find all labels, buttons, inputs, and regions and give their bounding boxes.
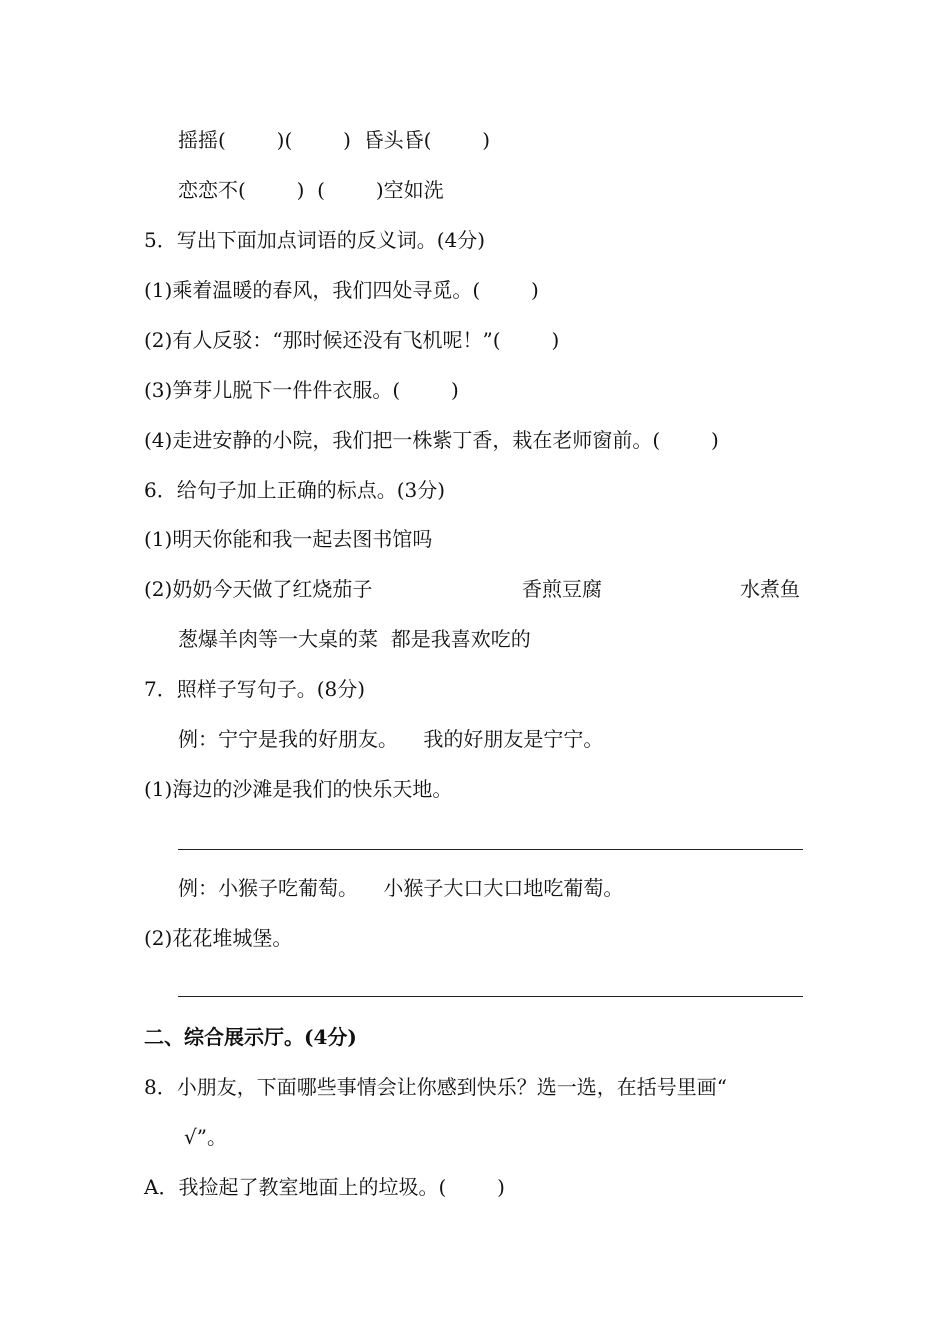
q6-title: 6．给句子加上正确的标点。(3分) bbox=[144, 478, 446, 502]
q4-line-2: 恋恋不( ) ( )空如洗 bbox=[178, 178, 444, 202]
q8-title: 8．小朋友，下面哪些事情会让你感到快乐？选一选，在括号里画“ bbox=[144, 1075, 727, 1099]
q7-item-1: (1)海边的沙滩是我们的快乐天地。 bbox=[144, 777, 453, 801]
q6-item-2-part-c: 水煮鱼 bbox=[740, 577, 800, 601]
q5-item-4: (4)走进安静的小院，我们把一株紫丁香，栽在老师窗前。( ) bbox=[144, 428, 719, 452]
q6-item-2-part-a: (2)奶奶今天做了红烧茄子 bbox=[144, 577, 373, 601]
q7-example-2: 例：小猴子吃葡萄。 小猴子大口大口地吃葡萄。 bbox=[178, 876, 624, 900]
q7-answer-line-2[interactable] bbox=[178, 996, 803, 997]
q5-item-3: (3)笋芽儿脱下一件件衣服。( ) bbox=[144, 378, 459, 402]
q5-title: 5．写出下面加点词语的反义词。(4分) bbox=[144, 228, 486, 252]
q7-answer-line-1[interactable] bbox=[178, 849, 803, 850]
section-2-title: 二、综合展示厅。(4分) bbox=[144, 1025, 357, 1049]
q6-item-2-part-d: 葱爆羊肉等一大桌的菜 都是我喜欢吃的 bbox=[178, 627, 531, 651]
q5-item-1: (1)乘着温暖的春风，我们四处寻觅。( ) bbox=[144, 278, 539, 302]
q8-option-a: A．我捡起了教室地面上的垃圾。( ) bbox=[144, 1175, 505, 1199]
q7-item-2: (2)花花堆城堡。 bbox=[144, 926, 293, 950]
q8-title-continuation: √”。 bbox=[184, 1125, 227, 1149]
q7-title: 7．照样子写句子。(8分) bbox=[144, 677, 366, 701]
q7-example-1: 例：宁宁是我的好朋友。 我的好朋友是宁宁。 bbox=[178, 727, 604, 751]
q4-line-1: 摇摇( )( ) 昏头昏( ) bbox=[178, 128, 491, 152]
q6-item-1: (1)明天你能和我一起去图书馆吗 bbox=[144, 527, 433, 551]
q6-item-2-part-b: 香煎豆腐 bbox=[522, 577, 602, 601]
q5-item-2: (2)有人反驳：“那时候还没有飞机呢！”( ) bbox=[144, 328, 560, 352]
